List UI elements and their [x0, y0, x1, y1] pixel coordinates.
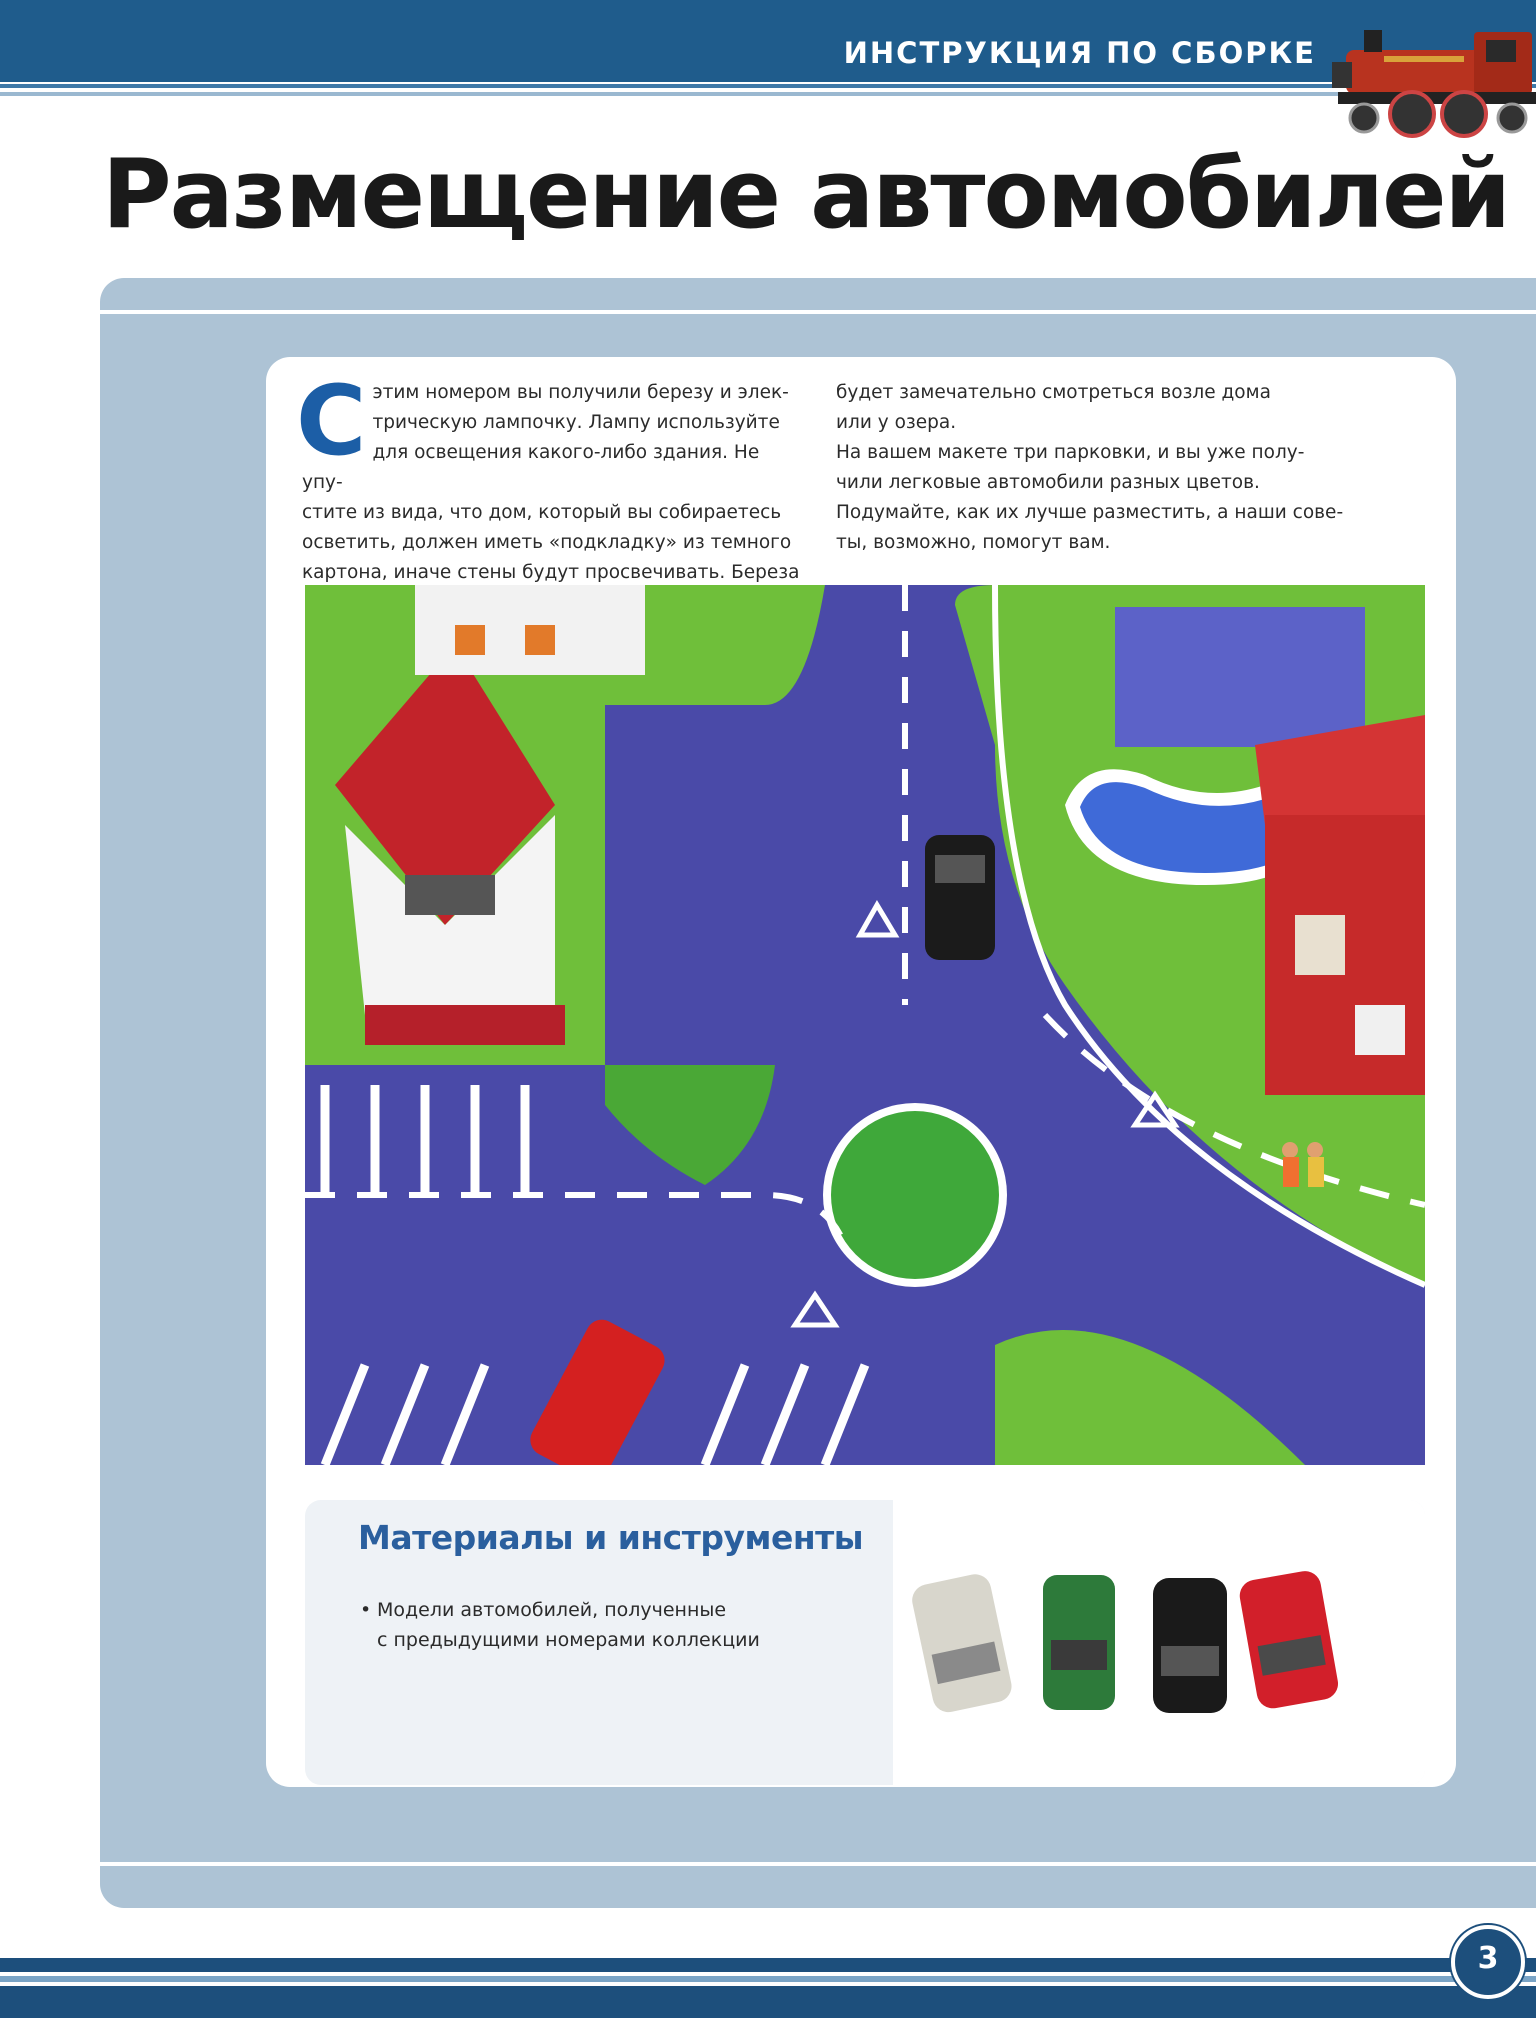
intro-line: трическую лампочку. Лампу используйте	[372, 412, 780, 433]
materials-list-item	[360, 1595, 800, 1655]
footer-band	[0, 1958, 1536, 1972]
section-label: ИНСТРУКЦИЯ ПО СБОРКЕ	[843, 36, 1316, 70]
intro-column-1	[296, 365, 802, 588]
red-house	[1255, 715, 1425, 1095]
intro-line: или у озера.	[836, 412, 957, 433]
footer-stripe	[0, 1976, 1536, 1982]
materials-item-line: с предыдущими номерами коллекции	[377, 1629, 760, 1651]
intro-line: для освещения какого-либо здания. Не упу-	[302, 442, 760, 493]
black-car	[925, 835, 995, 960]
page-number-badge	[1451, 1925, 1525, 1999]
top-header-band	[0, 0, 1536, 105]
green-car	[1043, 1575, 1115, 1710]
materials-heading: Материалы и инструменты	[358, 1518, 864, 1557]
intro-line: На вашем макете три парковки, и вы уже полу-	[836, 442, 1305, 463]
page-number: 3	[1477, 1941, 1499, 1976]
black-car-model	[1153, 1578, 1227, 1713]
intro-line: ты, возможно, помогут вам.	[836, 532, 1111, 553]
intro-line: осветить, должен иметь «подкладку» из темного	[302, 532, 792, 553]
header-stripe	[0, 84, 1536, 88]
locomotive-icon	[1324, 22, 1536, 150]
intro-line: будет замечательно смотреться возле дома	[836, 382, 1271, 403]
panel-divider	[100, 310, 1536, 314]
panel-divider	[100, 1862, 1536, 1866]
materials-item-line: Модели автомобилей, полученные	[377, 1599, 727, 1621]
yellow-house	[415, 585, 645, 675]
road-layout-photo	[305, 585, 1425, 1465]
intro-line: картона, иначе стены будут просвечивать. Береза	[302, 562, 800, 583]
footer-band	[0, 1986, 1536, 2018]
intro-line: стите из вида, что дом, который вы собираетесь	[302, 502, 782, 523]
intro-line: чили легковые автомобили разных цветов.	[836, 472, 1260, 493]
drop-cap: С	[296, 365, 367, 477]
intro-line: Подумайте, как их лучше разместить, а наши сове-	[836, 502, 1344, 523]
model-cars-photo	[893, 1500, 1425, 1785]
header-stripe	[0, 92, 1536, 96]
intro-line: этим номером вы получили березу и элек-	[372, 382, 789, 403]
page-title: Размещение автомобилей	[102, 140, 1510, 250]
intro-column-2	[836, 378, 1356, 558]
bullet: •	[360, 1599, 372, 1621]
